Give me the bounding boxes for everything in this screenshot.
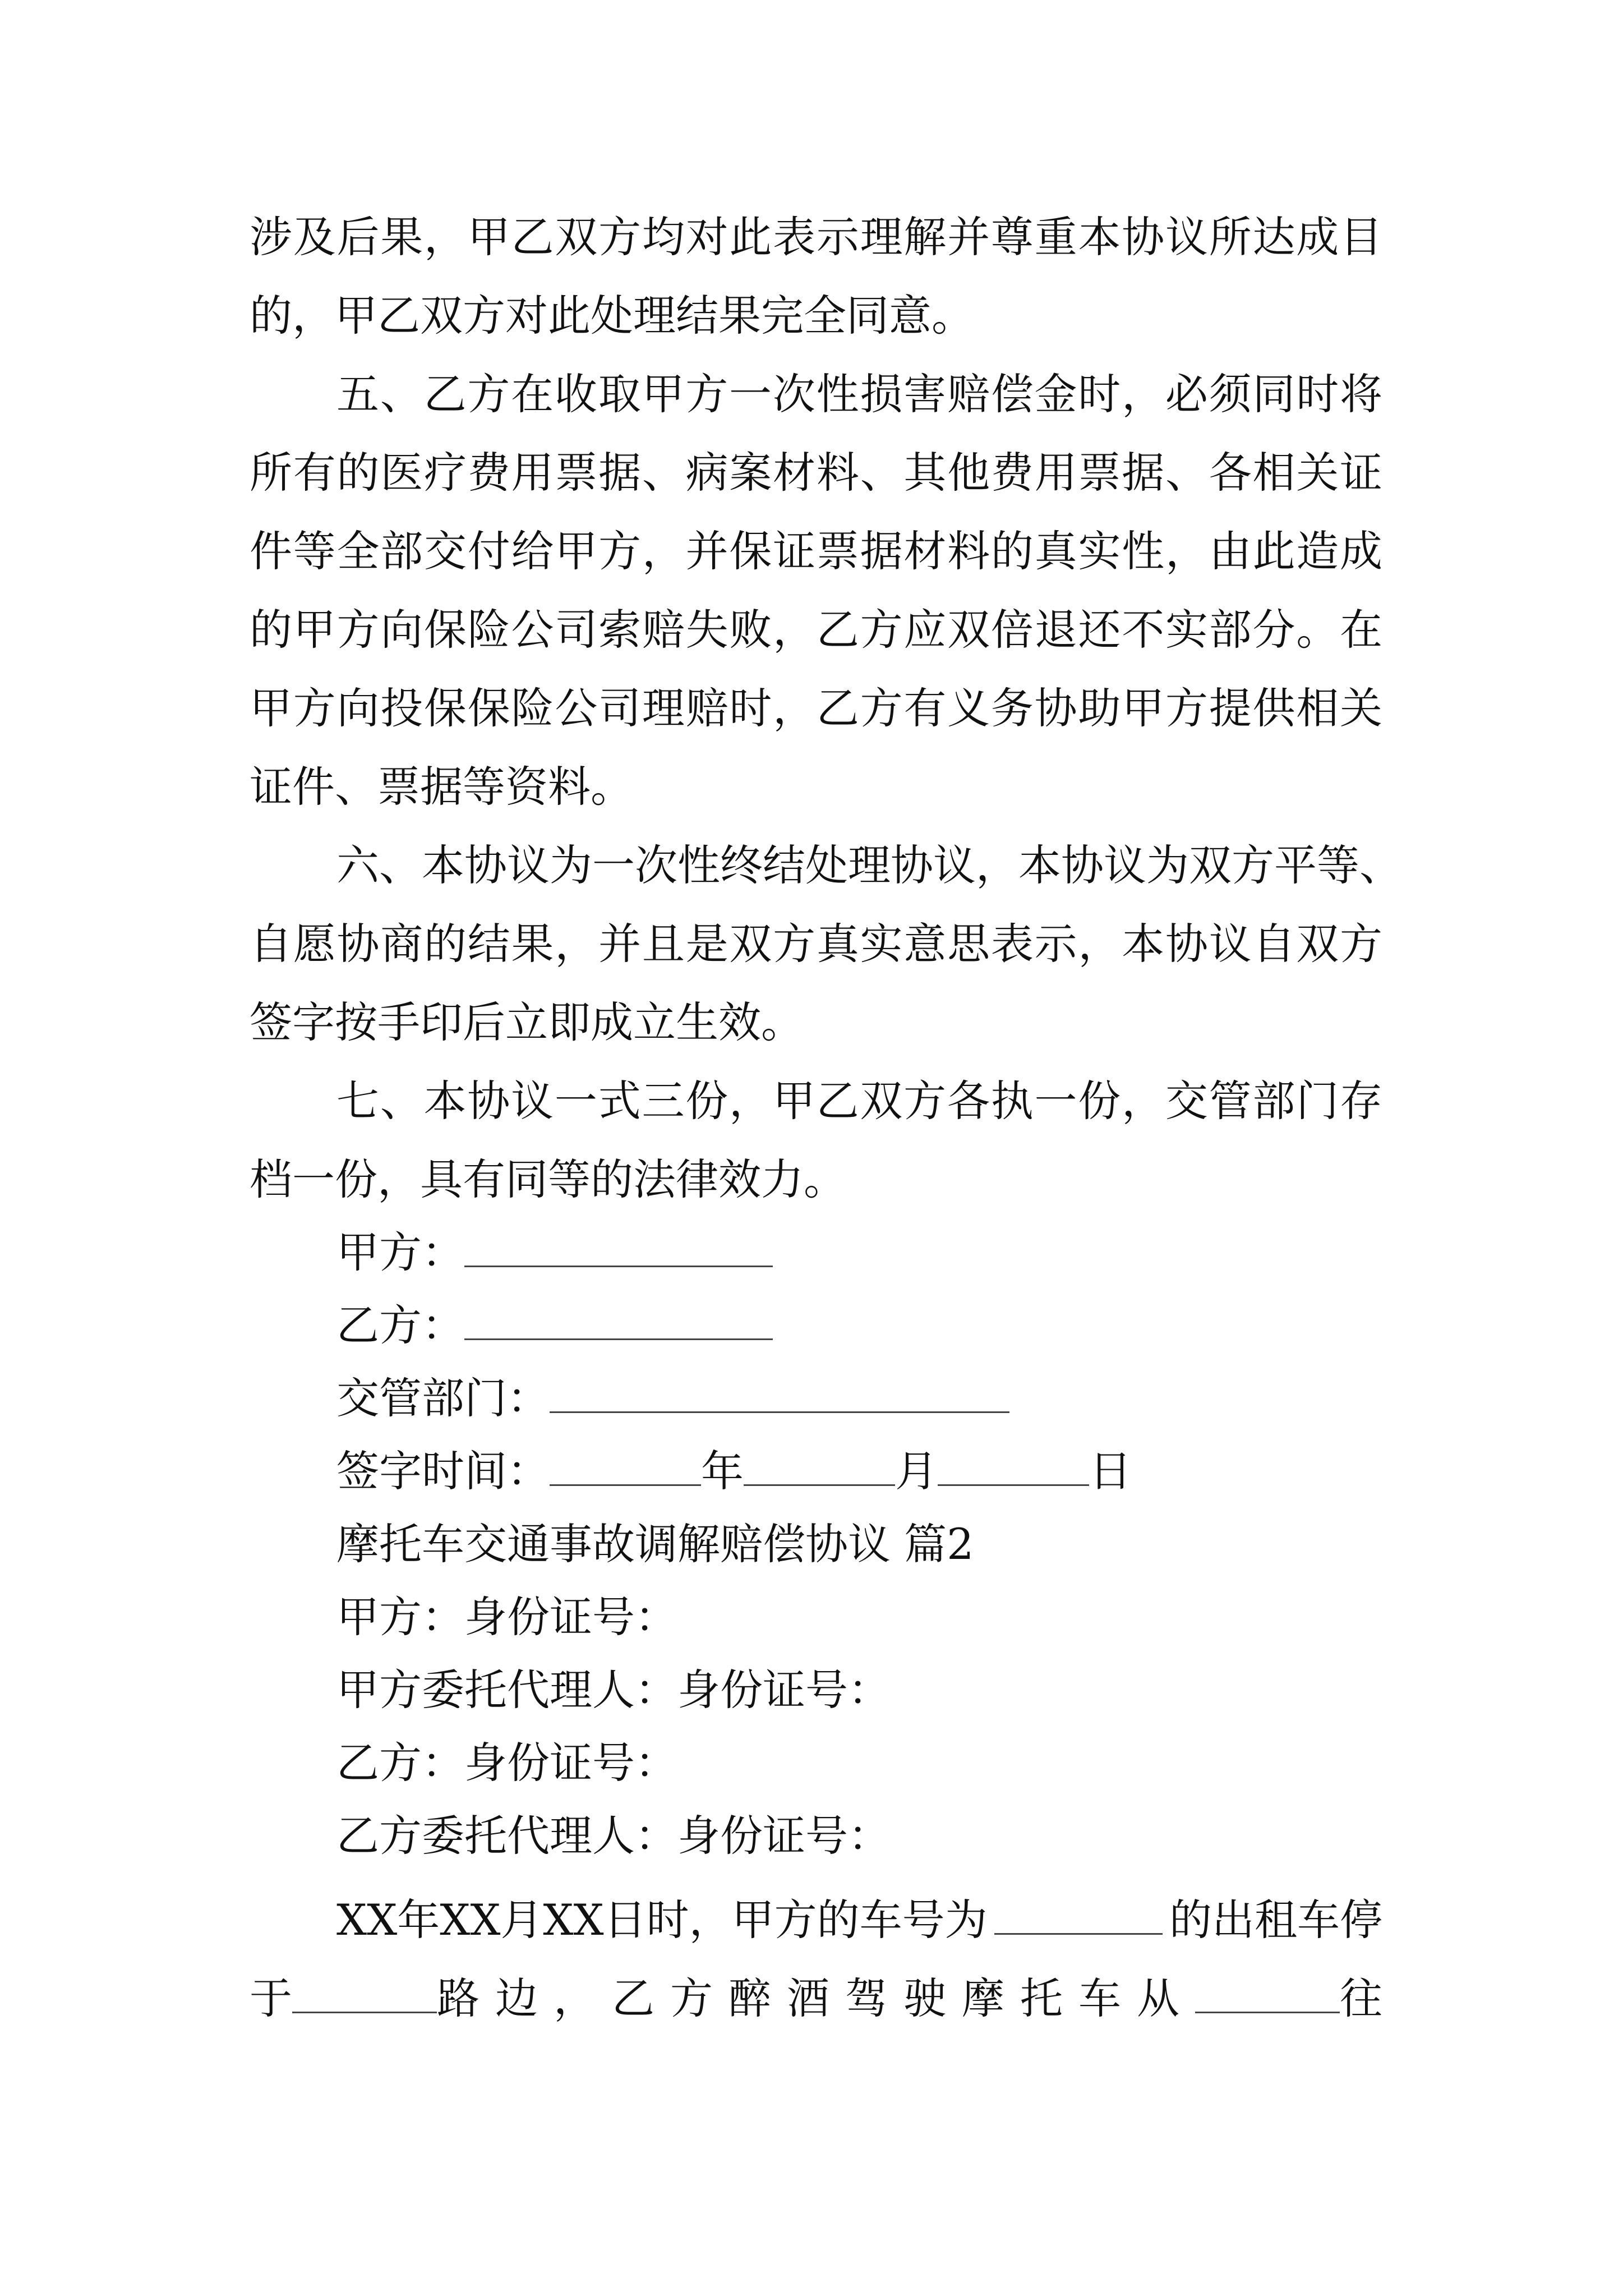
clause-7-first-line: 七、本协议一式三份，甲乙双方各执一份，交管部门存 <box>336 1076 1382 1126</box>
party-b-label: 乙方： <box>336 1300 464 1350</box>
paragraph-line: 证件、票据等资料。 <box>250 762 633 812</box>
paragraph-line: 件等全部交付给甲方，并保证票据材料的真实性，由此造成 <box>250 526 1382 576</box>
party-b-signature-row <box>336 1286 1382 1365</box>
month-blank[interactable] <box>744 1445 895 1486</box>
year-label: 年 <box>701 1446 744 1496</box>
paragraph-line: 的，甲乙双方对此处理结果完全同意。 <box>250 291 974 341</box>
traffic-dept-signature-row <box>336 1359 1382 1438</box>
paragraph-line: 甲方向投保保险公司理赔时，乙方有义务协助甲方提供相关 <box>250 683 1382 733</box>
party-a-id-line: 甲方：身份证号： <box>336 1592 677 1642</box>
facts-text: XX年XX月XX日时，甲方的车号为 <box>336 1895 988 1945</box>
traffic-dept-signature-blank[interactable] <box>550 1372 1009 1413</box>
year-blank[interactable] <box>550 1445 701 1486</box>
party-b-agent-line: 乙方委托代理人：身份证号： <box>336 1811 891 1861</box>
facts-line-2 <box>250 1959 1382 2038</box>
day-label: 日 <box>1089 1446 1132 1496</box>
sign-time-label: 签字时间： <box>336 1446 550 1496</box>
facts-line-1 <box>336 1881 1382 1959</box>
facts-text: 路边，乙方醉酒驾驶摩托车从 <box>437 1973 1195 2023</box>
facts-text: 于 <box>250 1973 292 2023</box>
origin-blank[interactable] <box>1195 1972 1340 2013</box>
month-label: 月 <box>895 1446 938 1496</box>
clause-6-first-line: 六、本协议为一次性终结处理协议，本协议为双方平等、 <box>336 840 1402 890</box>
paragraph-line: 涉及后果，甲乙双方均对此表示理解并尊重本协议所达成目 <box>250 212 1382 262</box>
sign-time-row <box>336 1432 1382 1511</box>
day-blank[interactable] <box>938 1445 1089 1486</box>
car-number-blank[interactable] <box>994 1894 1163 1935</box>
section-2-title: 摩托车交通事故调解赔偿协议 篇2 <box>336 1519 974 1569</box>
party-b-signature-blank[interactable] <box>464 1299 773 1340</box>
party-a-signature-row <box>336 1213 1382 1292</box>
party-b-id-line: 乙方：身份证号： <box>336 1738 677 1788</box>
paragraph-line: 签字按手印后立即成立生效。 <box>250 997 804 1047</box>
party-a-signature-blank[interactable] <box>464 1226 773 1267</box>
traffic-dept-label: 交管部门： <box>336 1373 550 1423</box>
party-a-agent-line: 甲方委托代理人：身份证号： <box>336 1665 891 1715</box>
paragraph-line: 的甲方向保险公司索赔失败，乙方应双倍退还不实部分。在 <box>250 605 1382 655</box>
paragraph-line: 档一份，具有同等的法律效力。 <box>250 1154 846 1204</box>
clause-5-first-line: 五、乙方在收取甲方一次性损害赔偿金时，必须同时将 <box>336 369 1382 419</box>
facts-text: 往 <box>1340 1973 1382 2023</box>
paragraph-line: 所有的医疗费用票据、病案材料、其他费用票据、各相关证 <box>250 448 1382 498</box>
paragraph-line: 自愿协商的结果，并且是双方真实意思表示，本协议自双方 <box>250 919 1382 969</box>
location-blank[interactable] <box>292 1972 437 2013</box>
facts-text: 的出租车停 <box>1169 1895 1382 1945</box>
party-a-label: 甲方： <box>336 1227 464 1277</box>
